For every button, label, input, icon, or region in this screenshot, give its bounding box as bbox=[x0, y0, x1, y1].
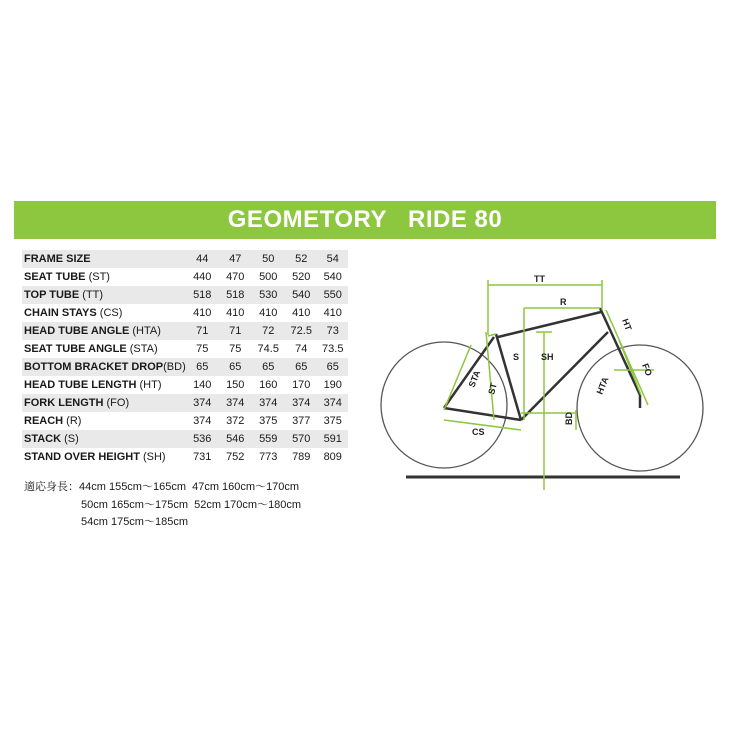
row-label-name: SEAT TUBE ANGLE bbox=[24, 343, 127, 355]
value-cell: 410 bbox=[292, 307, 311, 319]
diagram-label-fo: FO bbox=[640, 362, 655, 378]
row-label-name: CHAIN STAYS bbox=[24, 307, 97, 319]
value-cell: 71 bbox=[219, 322, 252, 340]
value-cell: 374 bbox=[193, 415, 212, 427]
value-cell: 518 bbox=[219, 286, 252, 304]
value-cell: 500 bbox=[259, 271, 278, 283]
value-cell: 752 bbox=[226, 451, 245, 463]
row-label bbox=[22, 430, 186, 448]
bike-frame bbox=[444, 308, 640, 420]
rider-size-line: 54cm 175cm〜185cm bbox=[81, 516, 188, 528]
row-label-abbr: (HTA) bbox=[129, 325, 161, 337]
frame-size-cell: 54 bbox=[318, 250, 348, 268]
row-label-name: FORK LENGTH bbox=[24, 397, 104, 409]
table-header-label bbox=[22, 250, 186, 268]
value-cell: 73.5 bbox=[322, 343, 344, 355]
row-label-abbr: (FO) bbox=[103, 397, 130, 409]
value-cell: 190 bbox=[323, 379, 342, 391]
value-cell: 73 bbox=[318, 322, 348, 340]
diagram-label-s: S bbox=[513, 352, 520, 362]
value-cell: 540 bbox=[323, 271, 342, 283]
value-cell: 375 bbox=[323, 415, 342, 427]
frame-size-cell: 47 bbox=[219, 250, 252, 268]
value-cell: 540 bbox=[285, 286, 318, 304]
value-cell: 410 bbox=[226, 307, 245, 319]
value-cell: 65 bbox=[318, 358, 348, 376]
value-cell: 65 bbox=[285, 358, 318, 376]
value-cell: 374 bbox=[285, 394, 318, 412]
value-cell: 789 bbox=[292, 451, 311, 463]
value-cell: 809 bbox=[323, 451, 342, 463]
value-cell: 372 bbox=[226, 415, 245, 427]
row-label-abbr: (S) bbox=[61, 433, 79, 445]
row-label-name: REACH bbox=[24, 415, 64, 427]
table-row bbox=[22, 268, 348, 286]
rider-size-line: 50cm 165cm〜175cm 52cm 170cm〜180cm bbox=[81, 498, 302, 511]
row-label-abbr: (CS) bbox=[96, 307, 123, 319]
value-cell: 536 bbox=[186, 430, 219, 448]
value-cell: 74.5 bbox=[257, 343, 279, 355]
row-label-name: TOP TUBE bbox=[24, 289, 80, 301]
table-row bbox=[22, 448, 348, 466]
value-cell: 410 bbox=[193, 307, 212, 319]
bike-geometry-diagram bbox=[376, 270, 706, 490]
table-row bbox=[22, 376, 348, 394]
row-label-abbr: (HT) bbox=[136, 379, 162, 391]
value-cell: 374 bbox=[252, 394, 285, 412]
value-cell: 374 bbox=[219, 394, 252, 412]
row-label-abbr: (BD) bbox=[163, 361, 186, 373]
value-cell: 72.5 bbox=[285, 322, 318, 340]
value-cell: 150 bbox=[226, 379, 245, 391]
value-cell: 65 bbox=[186, 358, 219, 376]
row-label bbox=[22, 412, 186, 430]
row-label bbox=[22, 322, 186, 340]
row-label bbox=[22, 376, 186, 394]
value-cell: 773 bbox=[259, 451, 278, 463]
table-row bbox=[22, 412, 348, 430]
diagram-label-ht: HT bbox=[620, 317, 634, 332]
geometry-title-banner bbox=[14, 201, 716, 239]
value-cell: 160 bbox=[259, 379, 278, 391]
value-cell: 559 bbox=[252, 430, 285, 448]
value-cell: 731 bbox=[193, 451, 212, 463]
value-cell: 75 bbox=[229, 343, 242, 355]
diagram-label-hta: HTA bbox=[594, 375, 611, 396]
value-cell: 377 bbox=[292, 415, 311, 427]
diagram-label-r: R bbox=[560, 297, 567, 307]
value-cell: 65 bbox=[252, 358, 285, 376]
frame-size-label: FRAME SIZE bbox=[24, 253, 91, 265]
value-cell: 374 bbox=[186, 394, 219, 412]
value-cell: 375 bbox=[259, 415, 278, 427]
table-row bbox=[22, 430, 348, 448]
value-cell: 570 bbox=[285, 430, 318, 448]
row-label-abbr: (ST) bbox=[85, 271, 110, 283]
rider-size-line: 適応身長：44cm 155cm〜165cm 47cm 160cm〜170cm bbox=[24, 481, 300, 493]
diagram-label-cs: CS bbox=[472, 427, 485, 437]
diagram-label-sh: SH bbox=[541, 352, 554, 362]
value-cell: 74 bbox=[295, 343, 308, 355]
row-label bbox=[22, 394, 186, 412]
table-row bbox=[22, 394, 348, 412]
table-row bbox=[22, 286, 348, 304]
value-cell: 440 bbox=[193, 271, 212, 283]
diagram-label-sta: STA bbox=[466, 368, 483, 389]
value-cell: 65 bbox=[219, 358, 252, 376]
row-label bbox=[22, 448, 186, 466]
value-cell: 140 bbox=[193, 379, 212, 391]
row-label-abbr: (STA) bbox=[126, 343, 158, 355]
value-cell: 470 bbox=[226, 271, 245, 283]
row-label-abbr: (R) bbox=[63, 415, 82, 427]
frame-size-cell: 44 bbox=[186, 250, 219, 268]
table-row bbox=[22, 358, 348, 376]
row-label-name: SEAT TUBE bbox=[24, 271, 86, 283]
value-cell: 591 bbox=[318, 430, 348, 448]
row-label-abbr: (TT) bbox=[79, 289, 104, 301]
row-label-name: STAND OVER HEIGHT bbox=[24, 451, 140, 463]
row-label-name: STACK bbox=[24, 433, 62, 445]
row-label-name: HEAD TUBE LENGTH bbox=[24, 379, 137, 391]
diagram-label-bd: BD bbox=[564, 412, 574, 425]
frame-size-cell: 52 bbox=[285, 250, 318, 268]
value-cell: 75 bbox=[196, 343, 209, 355]
row-label bbox=[22, 286, 186, 304]
row-label bbox=[22, 340, 186, 358]
row-label bbox=[22, 268, 186, 286]
value-cell: 374 bbox=[318, 394, 348, 412]
geometry-table bbox=[22, 250, 348, 466]
value-cell: 550 bbox=[318, 286, 348, 304]
row-label-name: BOTTOM BRACKET DROP bbox=[24, 361, 164, 373]
table-row bbox=[22, 304, 348, 322]
value-cell: 546 bbox=[219, 430, 252, 448]
diagram-label-st: ST bbox=[486, 381, 499, 396]
value-cell: 410 bbox=[259, 307, 278, 319]
value-cell: 170 bbox=[292, 379, 311, 391]
row-label bbox=[22, 358, 186, 376]
row-label bbox=[22, 304, 186, 322]
value-cell: 410 bbox=[323, 307, 342, 319]
value-cell: 530 bbox=[252, 286, 285, 304]
table-header-row bbox=[22, 250, 348, 268]
geometry-title: GEOMETORY RIDE 80 bbox=[227, 206, 503, 233]
rider-size-notes bbox=[24, 479, 301, 532]
value-cell: 72 bbox=[252, 322, 285, 340]
diagram-label-tt: TT bbox=[534, 274, 545, 284]
table-row bbox=[22, 322, 348, 340]
value-cell: 71 bbox=[186, 322, 219, 340]
value-cell: 518 bbox=[186, 286, 219, 304]
frame-size-cell: 50 bbox=[252, 250, 285, 268]
value-cell: 520 bbox=[292, 271, 311, 283]
row-label-abbr: (SH) bbox=[139, 451, 166, 463]
table-row bbox=[22, 340, 348, 358]
row-label-name: HEAD TUBE ANGLE bbox=[24, 325, 130, 337]
